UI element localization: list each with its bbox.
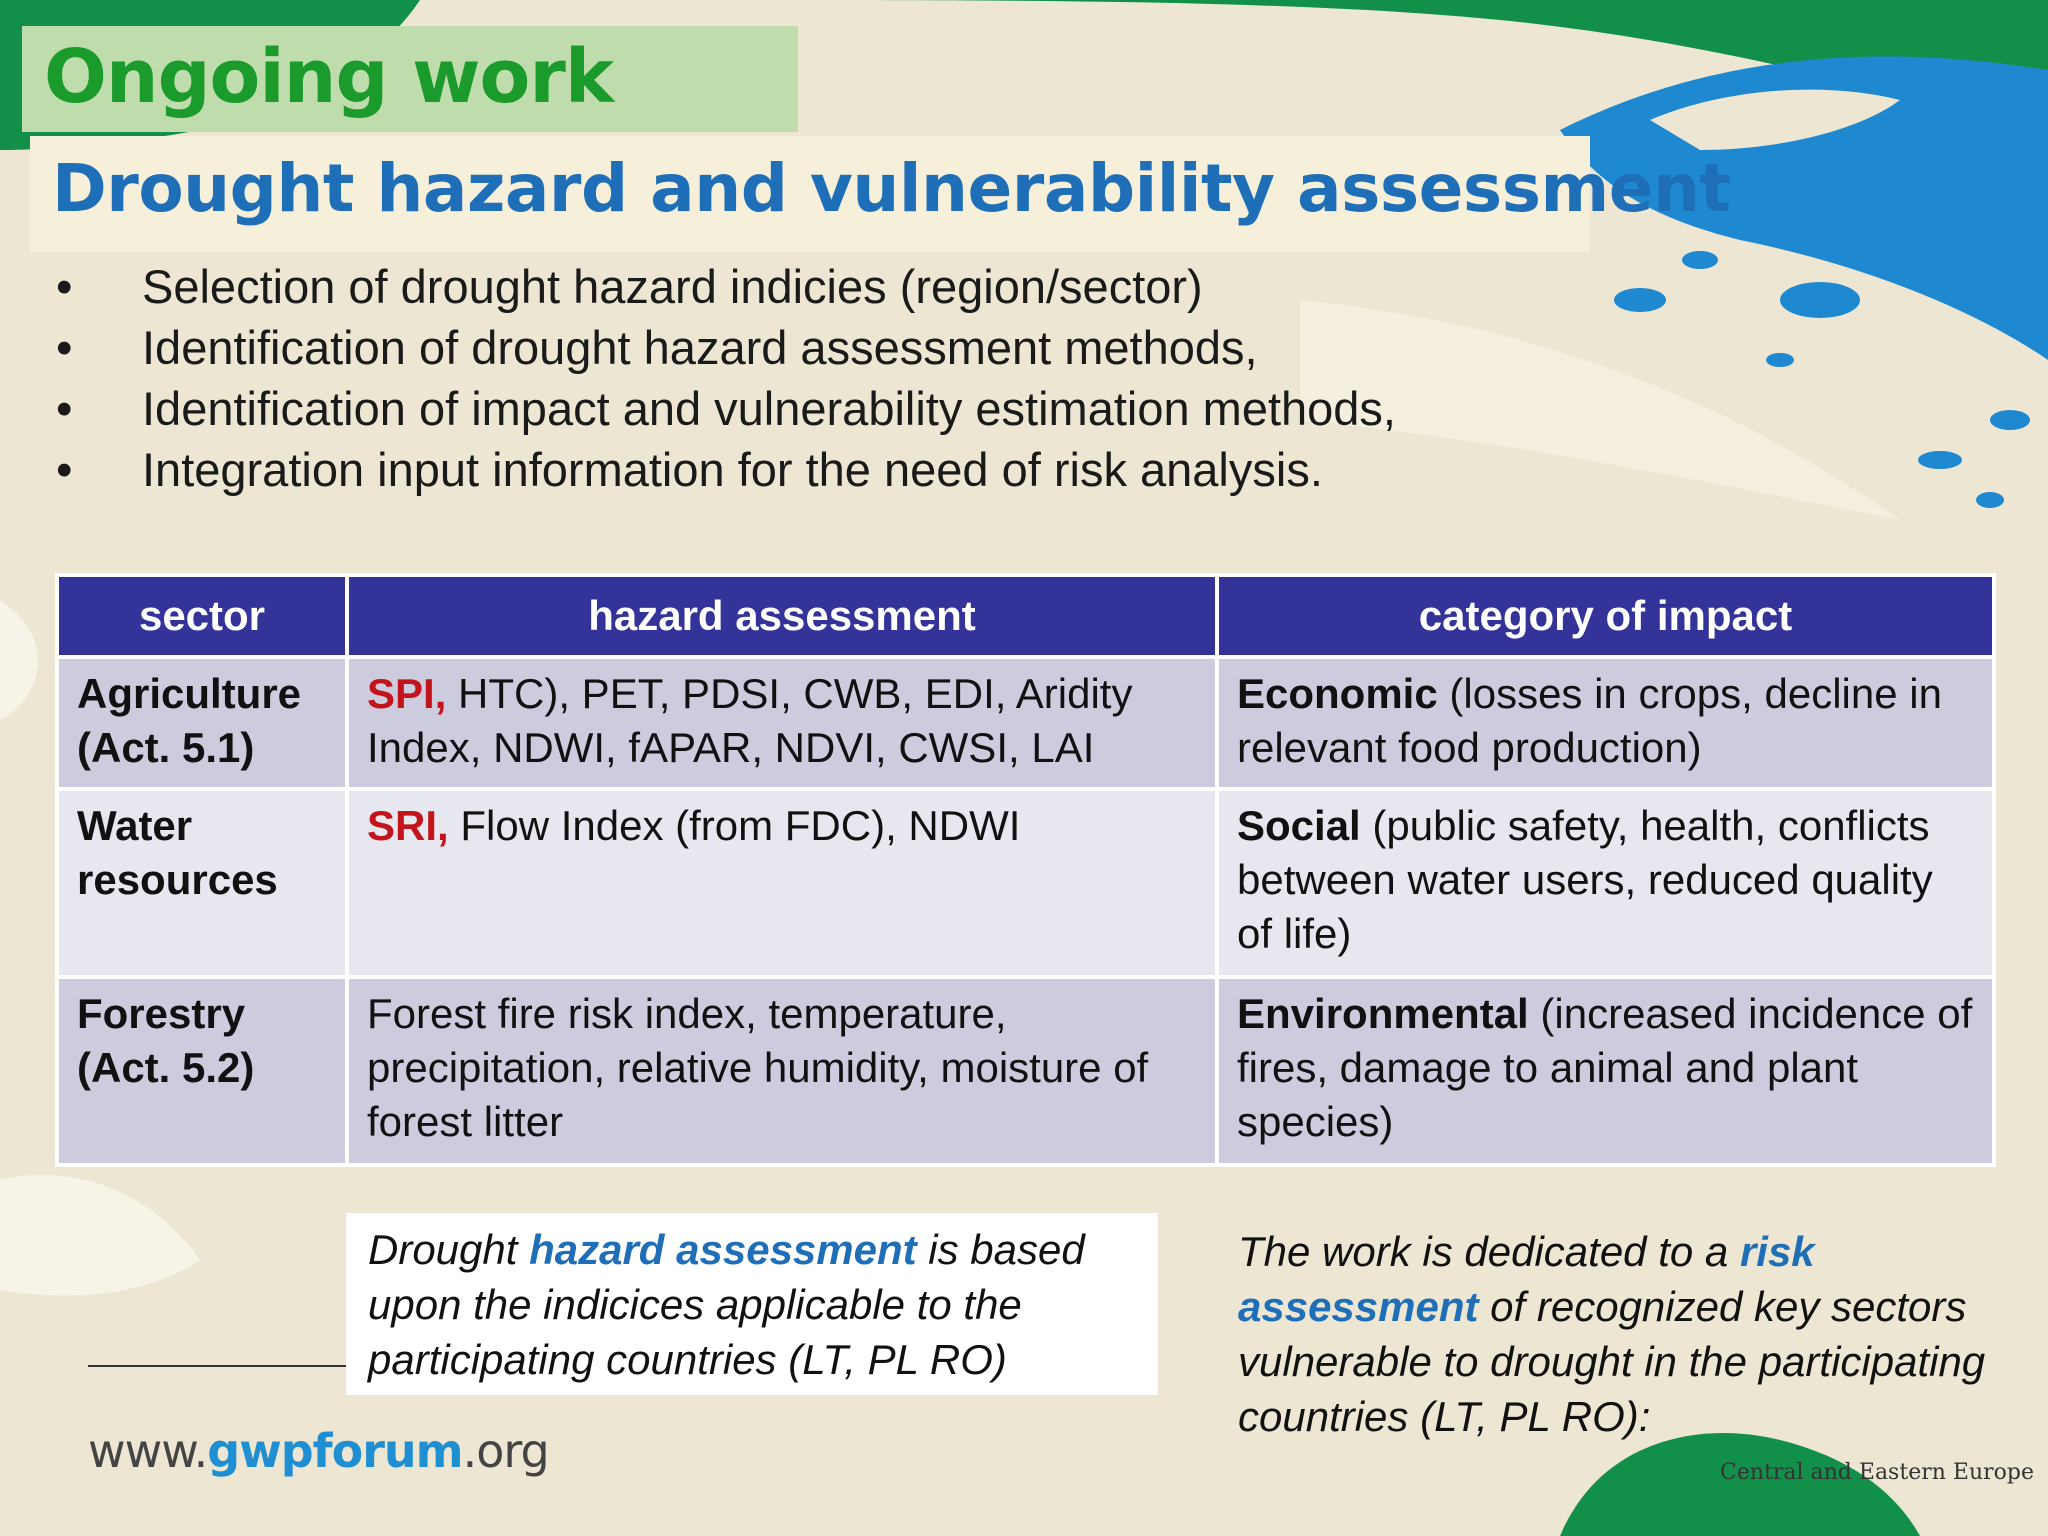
risk-note [1238,1224,2028,1444]
bullet-text: Identification of drought hazard assessment methods, [142,321,1258,374]
hazard-cell [347,789,1217,977]
region-label: Central and Eastern Europe [1720,1460,2034,1485]
footer-divider [88,1365,346,1367]
hazard-cell [347,657,1217,789]
note-emphasis: hazard assessment [529,1226,917,1273]
hazard-highlight: SRI, [367,802,449,849]
bullet-list [56,256,1396,500]
sector-cell: Water resources [57,789,347,977]
hazard-text: Forest fire risk index, temperature, precipitation, relative humidity, moisture of forest litter [367,990,1149,1145]
impact-text: (increased incidence of fires, damage to animal and plant species) [1237,990,1973,1145]
hazard-cell [347,977,1217,1165]
site-prefix: www. [88,1424,208,1478]
bullet-item [56,378,1396,439]
bullet-marker: • [56,260,73,313]
table-row [57,977,1994,1165]
bullet-item [56,317,1396,378]
header-sector: sector [57,575,347,657]
hazard-text: Flow Index (from FDC), NDWI [448,802,1021,849]
website-link[interactable] [88,1424,549,1478]
bullet-marker: • [56,443,73,496]
header-category-of-impact: category of impact [1217,575,1994,657]
sector-table [55,573,1996,1167]
note-text: is based upon the indicices applicable to the participating countries (LT, PL RO) [368,1226,1085,1383]
impact-cell [1217,977,1994,1165]
sector-cell: Forestry (Act. 5.2) [57,977,347,1165]
hazard-text: HTC), PET, PDSI, CWB, EDI, Aridity Index, NDWI, fAPAR, NDVI, CWSI, LAI [367,670,1133,771]
table-row [57,657,1994,789]
table-header-row [57,575,1994,657]
impact-cell [1217,789,1994,977]
bullet-item [56,439,1396,500]
bullet-text: Identification of impact and vulnerability estimation methods, [142,382,1396,435]
impact-category: Environmental [1237,990,1529,1037]
bullet-item [56,256,1396,317]
bullet-text: Selection of drought hazard indicies (region/sector) [142,260,1203,313]
bullet-text: Integration input information for the need of risk analysis. [142,443,1323,496]
note-emphasis: risk assessment [1238,1228,1815,1330]
note-text: The work is dedicated to a [1238,1228,1740,1275]
slide-subtitle: Drought hazard and vulnerability assessment [52,150,1731,227]
table-row [57,789,1994,977]
site-brand: gwpforum [207,1424,463,1478]
slide-title: Ongoing work [44,34,614,120]
site-suffix: .org [462,1424,549,1478]
note-text: of recognized key sectors vulnerable to drought in the participating countries (LT, PL RO): [1238,1283,1986,1440]
bullet-marker: • [56,321,73,374]
hazard-note [368,1222,1158,1387]
impact-text: (losses in crops, decline in relevant food production) [1237,670,1942,771]
header-hazard-assessment: hazard assessment [347,575,1217,657]
impact-category: Economic [1237,670,1438,717]
impact-category: Social [1237,802,1361,849]
impact-text: (public safety, health, conflicts between water users, reduced quality of life) [1237,802,1933,957]
sector-cell: Agriculture (Act. 5.1) [57,657,347,789]
hazard-highlight: SPI, [367,670,447,717]
note-text: Drought [368,1226,530,1273]
impact-cell [1217,657,1994,789]
bullet-marker: • [56,382,73,435]
